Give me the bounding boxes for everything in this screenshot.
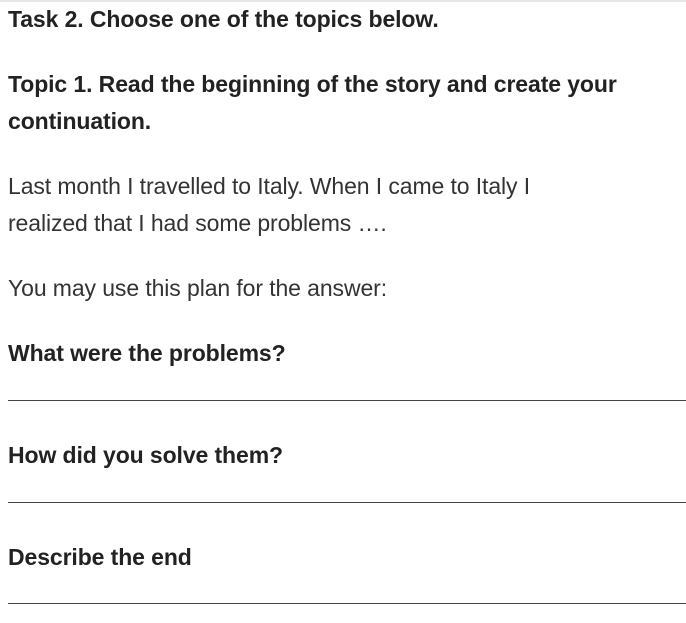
- story-line-2: realized that I had some problems ….: [8, 210, 387, 236]
- answer-line-solve[interactable]: [8, 502, 686, 503]
- plan-intro: You may use this plan for the answer:: [8, 275, 388, 301]
- answer-line-problems[interactable]: [8, 400, 686, 401]
- story-line-1: Last month I travelled to Italy. When I came to Italy I: [8, 173, 531, 199]
- question-end: Describe the end: [8, 544, 192, 570]
- question-solve: How did you solve them?: [8, 442, 284, 468]
- answer-line-end[interactable]: [8, 603, 686, 604]
- topic-heading-line-2: continuation.: [8, 108, 152, 134]
- question-problems: What were the problems?: [8, 340, 286, 366]
- topic-heading-line-1: Topic 1. Read the beginning of the story and create your: [8, 71, 617, 97]
- task-heading: Task 2. Choose one of the topics below.: [8, 6, 439, 32]
